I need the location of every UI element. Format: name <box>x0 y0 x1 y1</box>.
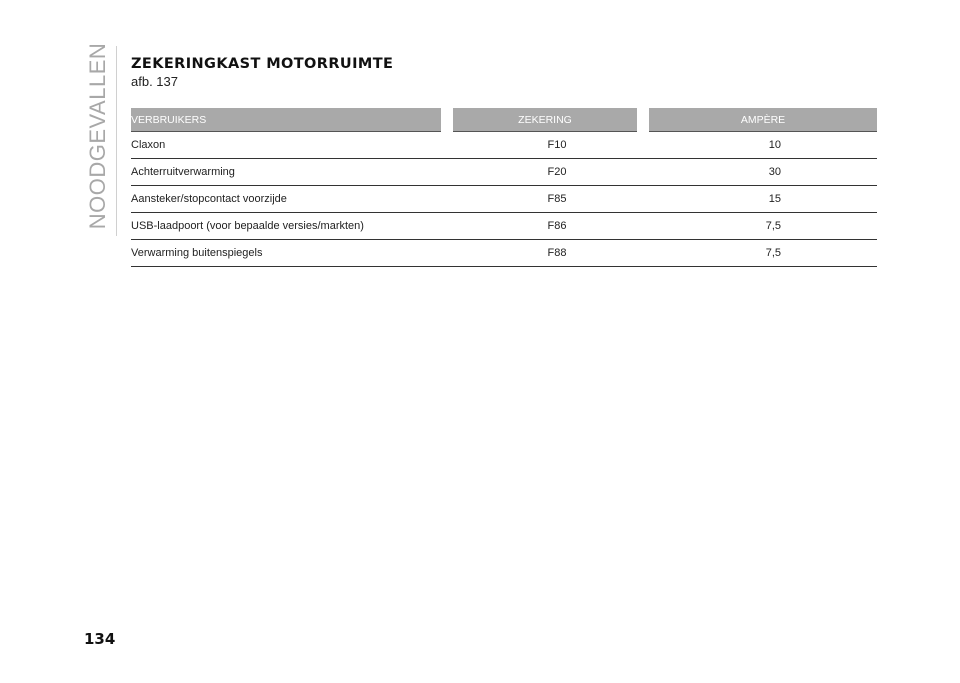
table-row <box>131 213 877 240</box>
header-fuse: ZEKERING <box>447 108 643 132</box>
consumer-cell: USB-laadpoort (voor bepaalde versies/markten) <box>131 213 447 240</box>
consumer-cell: Aansteker/stopcontact voorzijde <box>131 186 447 213</box>
chapter-divider <box>116 46 117 236</box>
table-row <box>131 132 877 159</box>
header-ampere: AMPÈRE <box>643 108 877 132</box>
fuse-cell: F10 <box>447 132 643 159</box>
table-header-row <box>131 108 877 132</box>
table-row <box>131 186 877 213</box>
table-row <box>131 159 877 186</box>
ampere-cell: 7,5 <box>643 213 877 240</box>
fuse-cell: F86 <box>447 213 643 240</box>
consumer-cell: Claxon <box>131 132 447 159</box>
fuse-cell: F20 <box>447 159 643 186</box>
fuse-cell: F88 <box>447 240 643 267</box>
fuse-table <box>131 108 877 267</box>
table-row <box>131 240 877 267</box>
figure-reference: afb. 137 <box>131 74 178 89</box>
fuse-cell: F85 <box>447 186 643 213</box>
consumer-cell: Achterruitverwarming <box>131 159 447 186</box>
ampere-cell: 30 <box>643 159 877 186</box>
ampere-cell: 7,5 <box>643 240 877 267</box>
page-number: 134 <box>84 630 116 648</box>
ampere-cell: 10 <box>643 132 877 159</box>
section-title: ZEKERINGKAST MOTORRUIMTE <box>131 56 394 72</box>
consumer-cell: Verwarming buitenspiegels <box>131 240 447 267</box>
ampere-cell: 15 <box>643 186 877 213</box>
chapter-label: NOODGEVALLEN <box>85 42 110 230</box>
header-consumers: VERBRUIKERS <box>131 108 447 132</box>
chapter-tab <box>84 42 112 230</box>
